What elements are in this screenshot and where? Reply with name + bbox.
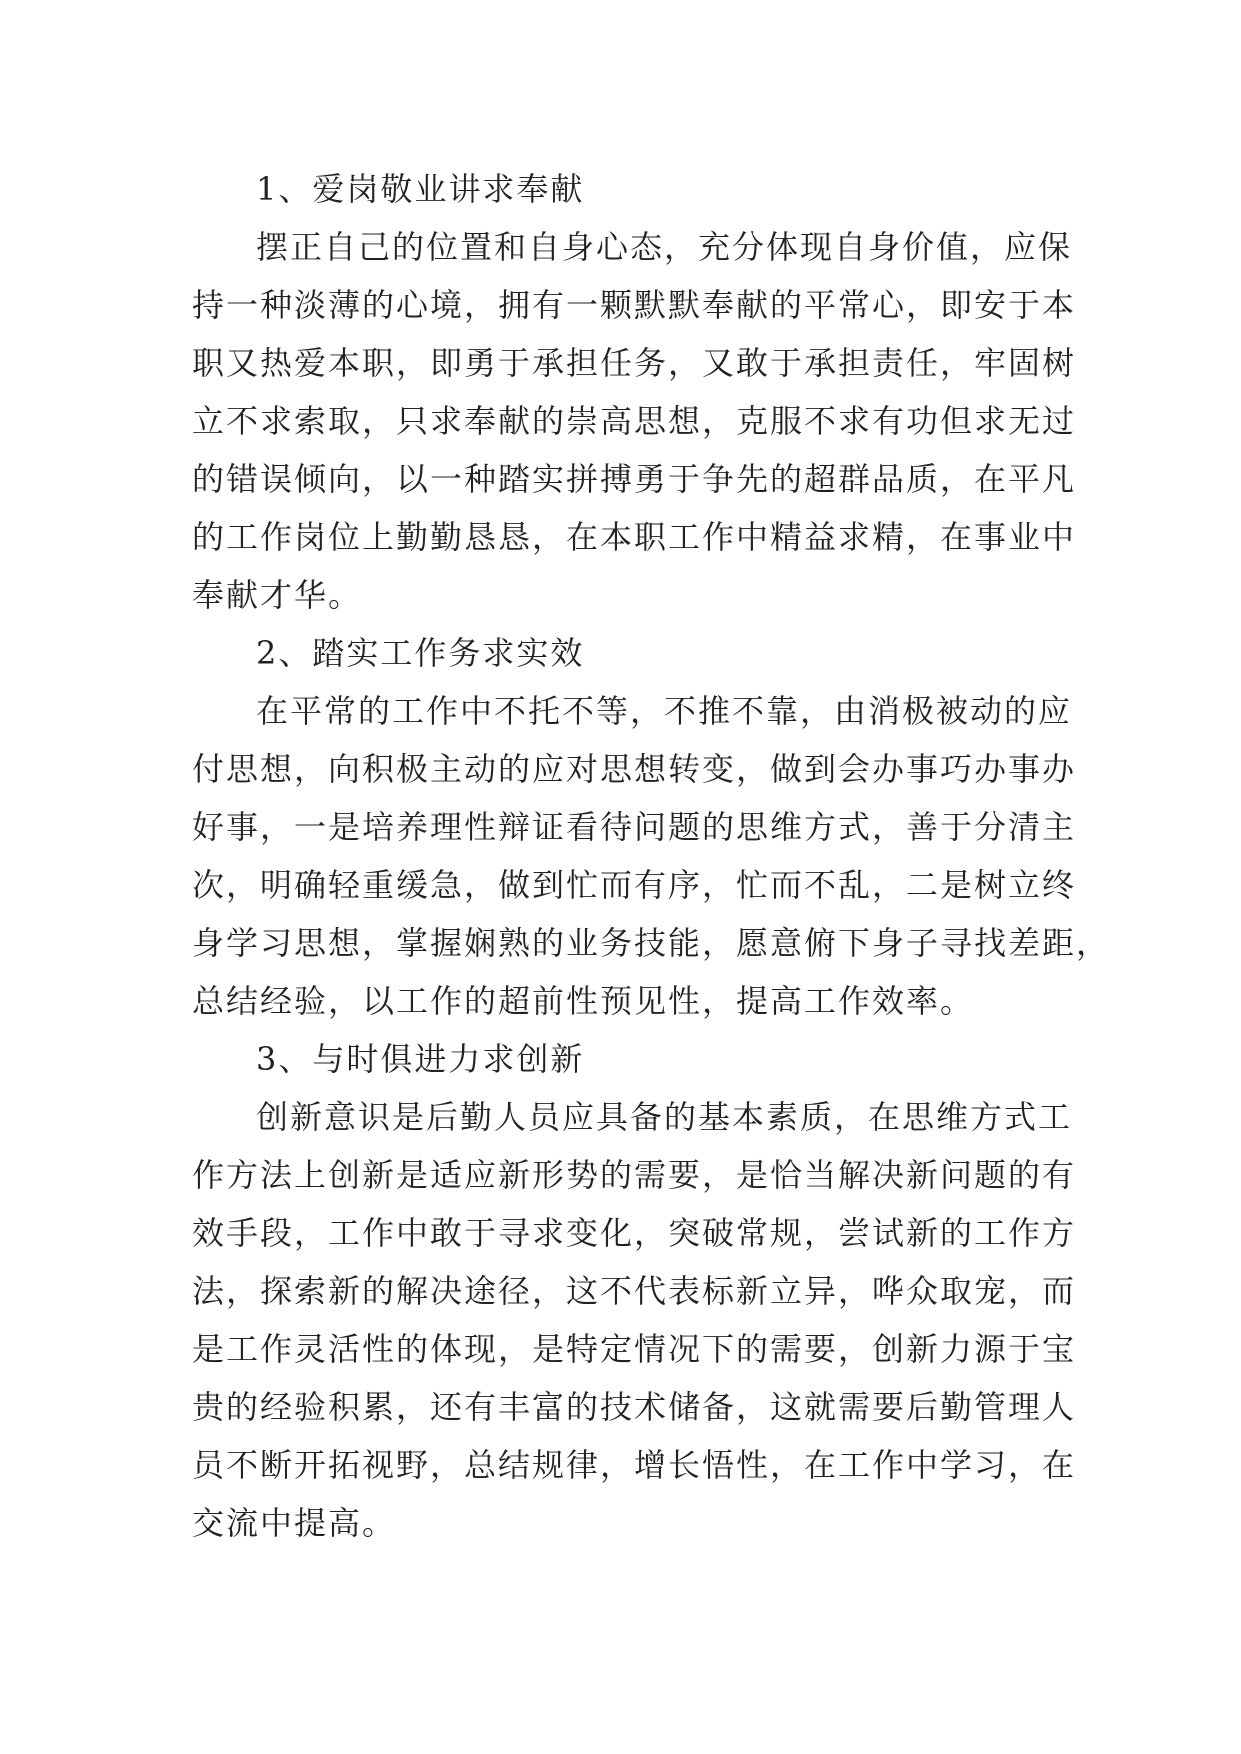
paragraph-line: 创新意识是后勤人员应具备的基本素质，在思维方式工 [256,1098,1073,1136]
paragraph-line: 次，明确轻重缓急，做到忙而有序，忙而不乱，二是树立终 [192,866,1077,904]
paragraph-line: 身学习思想，掌握娴熟的业务技能，愿意俯下身子寻找差距， [192,924,1111,962]
paragraph-line: 职又热爱本职，即勇于承担任务，又敢于承担责任，牢固树 [192,344,1077,382]
paragraph-line: 员不断开拓视野，总结规律，增长悟性，在工作中学习，在 [192,1446,1077,1484]
paragraph-line: 在平常的工作中不托不等，不推不靠，由消极被动的应 [256,692,1073,730]
paragraph-line: 付思想，向积极主动的应对思想转变，做到会办事巧办事办 [192,750,1077,788]
paragraph-line: 作方法上创新是适应新形势的需要，是恰当解决新问题的有 [192,1156,1077,1194]
paragraph-line: 奉献才华。 [192,576,363,614]
paragraph-line: 是工作灵活性的体现，是特定情况下的需要，创新力源于宝 [192,1330,1077,1368]
section-heading: 1、爱岗敬业讲求奉献 [256,170,585,208]
paragraph-line: 的工作岗位上勤勤恳恳，在本职工作中精益求精，在事业中 [192,518,1077,556]
section-1 [192,160,1077,624]
paragraph-line: 好事，一是培养理性辩证看待问题的思维方式，善于分清主 [192,808,1077,846]
paragraph-line: 总结经验，以工作的超前性预见性，提高工作效率。 [192,982,975,1020]
paragraph-line: 贵的经验积累，还有丰富的技术储备，这就需要后勤管理人 [192,1388,1077,1426]
paragraph-line: 法，探索新的解决途径，这不代表标新立异，哗众取宠，而 [192,1272,1077,1310]
section-heading: 3、与时俱进力求创新 [256,1040,585,1078]
paragraph-line: 交流中提高。 [192,1504,397,1542]
section-heading: 2、踏实工作务求实效 [256,634,585,672]
paragraph-line: 的错误倾向，以一种踏实拼搏勇于争先的超群品质，在平凡 [192,460,1077,498]
section-2 [192,624,1111,1030]
section-3 [192,1030,1077,1552]
paragraph-line: 效手段，工作中敢于寻求变化，突破常规，尝试新的工作方 [192,1214,1077,1252]
document-page [192,160,1111,1552]
paragraph-line: 摆正自己的位置和自身心态，充分体现自身价值，应保 [256,228,1073,266]
paragraph-line: 持一种淡薄的心境，拥有一颗默默奉献的平常心，即安于本 [192,286,1077,324]
paragraph-line: 立不求索取，只求奉献的崇高思想，克服不求有功但求无过 [192,402,1077,440]
